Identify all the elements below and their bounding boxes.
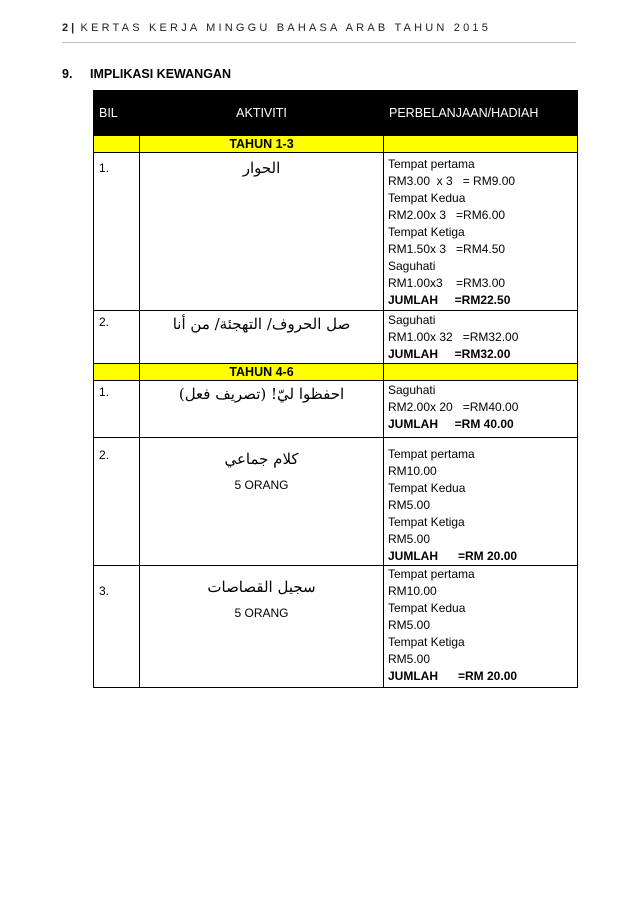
spending-line: RM10.00 bbox=[388, 584, 437, 598]
spending-total: JUMLAH =RM22.50 bbox=[388, 293, 511, 307]
activity-participants: 5 ORANG bbox=[234, 478, 289, 492]
bil-number: 1. bbox=[99, 385, 110, 399]
spending-line: Tempat pertama bbox=[388, 567, 475, 581]
spending-line: Tempat pertama bbox=[388, 157, 475, 171]
spending-line: RM10.00 bbox=[388, 464, 437, 478]
group-row-tahun-1-3 bbox=[94, 136, 578, 153]
header-divider bbox=[62, 42, 576, 43]
spending-line: RM3.00 x 3 = RM9.00 bbox=[388, 174, 516, 188]
spending-line: Tempat Kedua bbox=[388, 601, 466, 615]
document-title: KERTAS KERJA MINGGU BAHASA ARAB TAHUN 2015 bbox=[80, 22, 492, 34]
group-cell-empty bbox=[384, 364, 578, 381]
spending-line: Tempat Ketiga bbox=[388, 515, 465, 529]
column-header-bil: BIL bbox=[94, 91, 140, 136]
spending-line: RM5.00 bbox=[388, 498, 431, 512]
activity-cell bbox=[140, 153, 384, 311]
spending-line: RM5.00 bbox=[388, 532, 431, 546]
activity-arabic: احفظوا ليّ! (تصريف فعل) bbox=[178, 385, 345, 403]
spending-line: RM1.50x 3 =RM4.50 bbox=[388, 242, 506, 256]
spending-cell bbox=[384, 381, 578, 438]
bil-number: 2. bbox=[99, 448, 110, 462]
bil-cell bbox=[94, 566, 140, 688]
spending-total: JUMLAH =RM32.00 bbox=[388, 347, 511, 361]
bil-cell bbox=[94, 311, 140, 364]
spending-line: RM5.00 bbox=[388, 652, 431, 666]
column-header-perbelanjaan: PERBELANJAAN/HADIAH bbox=[384, 91, 578, 136]
spending-line: RM2.00x 20 =RM40.00 bbox=[388, 400, 519, 414]
activity-arabic: سجيل القصاصات bbox=[207, 578, 316, 596]
group-row-tahun-4-6 bbox=[94, 364, 578, 381]
table-row bbox=[94, 438, 578, 566]
bil-cell bbox=[94, 153, 140, 311]
financial-table bbox=[93, 90, 578, 688]
spending-line: Saguhati bbox=[388, 383, 436, 397]
bil-cell bbox=[94, 438, 140, 566]
activity-arabic: صل الحروف/ التهجئة/ من أنا bbox=[172, 315, 351, 333]
activity-participants: 5 ORANG bbox=[234, 606, 289, 620]
bil-number: 1. bbox=[99, 161, 110, 175]
spending-line: Saguhati bbox=[388, 259, 436, 273]
spending-cell bbox=[384, 438, 578, 566]
spending-line: Tempat Kedua bbox=[388, 191, 466, 205]
table-row bbox=[94, 566, 578, 688]
table-row bbox=[94, 311, 578, 364]
bil-cell bbox=[94, 381, 140, 438]
spending-line: RM1.00x 32 =RM32.00 bbox=[388, 330, 519, 344]
spending-cell bbox=[384, 153, 578, 311]
section-number: 9. bbox=[62, 67, 73, 81]
table-row bbox=[94, 153, 578, 311]
spending-total: JUMLAH =RM 20.00 bbox=[388, 669, 518, 683]
group-cell-empty bbox=[94, 136, 140, 153]
activity-arabic: كلام جماعي bbox=[224, 450, 299, 468]
group-cell-empty bbox=[94, 364, 140, 381]
group-label: TAHUN 4-6 bbox=[140, 364, 384, 381]
group-cell-empty bbox=[384, 136, 578, 153]
activity-cell bbox=[140, 311, 384, 364]
spending-line: RM2.00x 3 =RM6.00 bbox=[388, 208, 506, 222]
bil-number: 3. bbox=[99, 584, 110, 598]
section-heading bbox=[62, 67, 231, 81]
activity-cell bbox=[140, 381, 384, 438]
page-number: 2 | bbox=[62, 22, 75, 34]
bil-number: 2. bbox=[99, 315, 110, 329]
page-header bbox=[62, 22, 576, 34]
spending-line: Saguhati bbox=[388, 313, 436, 327]
spending-line: Tempat Ketiga bbox=[388, 225, 465, 239]
section-title: IMPLIKASI KEWANGAN bbox=[90, 67, 231, 81]
column-header-aktiviti: AKTIVITI bbox=[140, 91, 384, 136]
spending-total: JUMLAH =RM 20.00 bbox=[388, 549, 518, 563]
spending-cell bbox=[384, 311, 578, 364]
spending-line: Tempat Ketiga bbox=[388, 635, 465, 649]
spending-line: RM5.00 bbox=[388, 618, 431, 632]
spending-line: Tempat pertama bbox=[388, 447, 475, 461]
table-header-row bbox=[94, 91, 578, 136]
spending-line: Tempat Kedua bbox=[388, 481, 466, 495]
activity-cell bbox=[140, 438, 384, 566]
spending-total: JUMLAH =RM 40.00 bbox=[388, 417, 514, 431]
spending-cell bbox=[384, 566, 578, 688]
spending-line: RM1.00x3 =RM3.00 bbox=[388, 276, 506, 290]
table-row bbox=[94, 381, 578, 438]
group-label: TAHUN 1-3 bbox=[140, 136, 384, 153]
activity-arabic: الحوار bbox=[242, 159, 281, 177]
activity-cell bbox=[140, 566, 384, 688]
